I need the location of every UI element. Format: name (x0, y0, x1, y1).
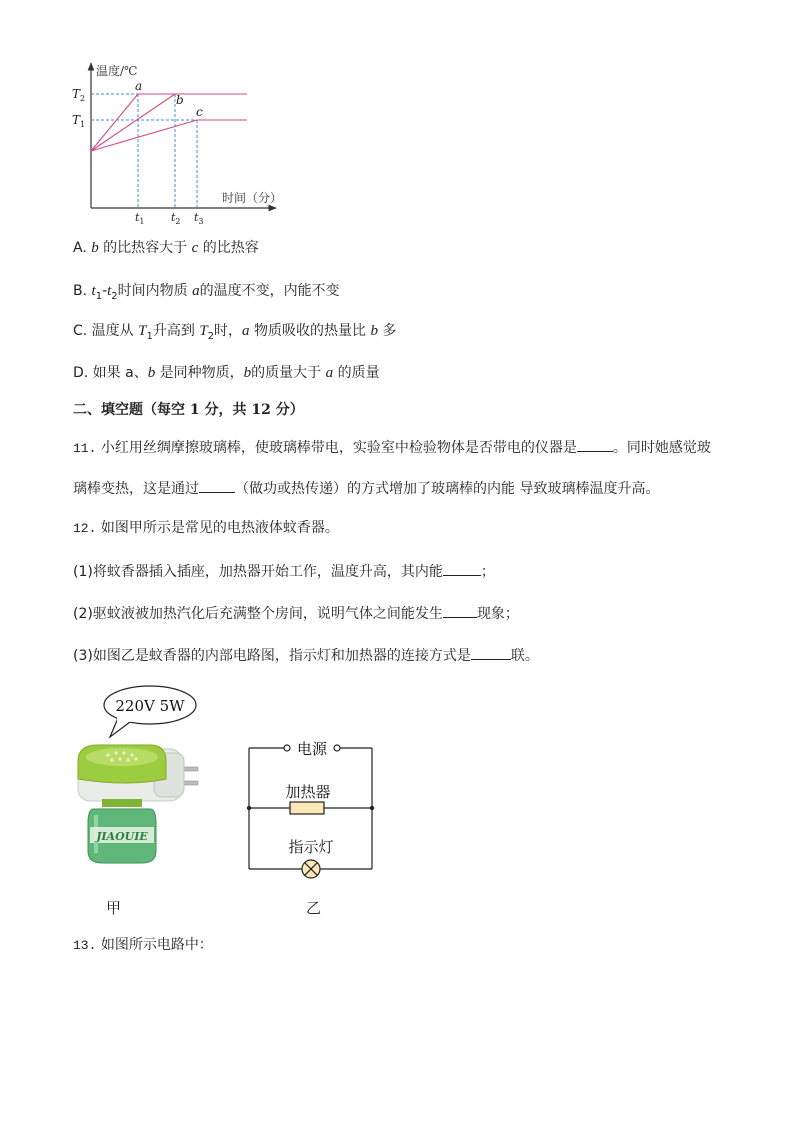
option-b: B. $t_1-t_2$时间内物质 a的温度不变，内能不变 (73, 283, 340, 302)
question-12-stem: 12. 如图甲所示是常见的电热液体蚊香器。 (73, 520, 339, 536)
bubble-rating-text: 220V 5W (115, 697, 185, 715)
section-heading: 二、填空题（每空 1 分，共 12 分） (73, 402, 304, 418)
series-b-label: b (176, 93, 184, 107)
question-12-part-2: (2)驱蚊液被加热汽化后充满整个房间，说明气体之间能发生 现象； (73, 603, 519, 624)
temperature-time-graph (60, 55, 290, 230)
answer-blank[interactable] (577, 437, 613, 452)
answer-blank[interactable] (443, 603, 477, 618)
option-a: A. b 的比热容大于 c 的比热容 (73, 240, 259, 256)
answer-blank[interactable] (199, 478, 235, 493)
question-13-stem: 13. 如图所示电路中： (73, 937, 213, 953)
bottle-brand-text: JIAOUIE (96, 830, 148, 843)
source-terminal-right (334, 745, 340, 751)
answer-blank[interactable] (471, 645, 511, 660)
question-number: 13. (73, 938, 97, 953)
x-tick-t1: $t_1$ (135, 211, 145, 226)
question-11-line-2: 璃棒变热，这是通过 （做功或热传递）的方式增加了玻璃棒的内能 导致玻璃棒温度升高。 (73, 478, 659, 499)
option-c: C. 温度从 $T_1$升高到 $T_2$时，a 物质吸收的热量比 b 多 (73, 323, 397, 342)
heater-resistor (290, 802, 324, 814)
x-tick-t2: $t_2$ (171, 211, 181, 226)
figure-jia-caption: 甲 (106, 899, 122, 917)
question-11-line-1: 11. 小红用丝绸摩擦玻璃棒，使玻璃棒带电，实验室中检验物体是否带电的仪器是 。同时她感觉玻 (73, 437, 711, 459)
figure-yi-caption: 乙 (306, 899, 322, 917)
lamp-label: 指示灯 (288, 838, 334, 856)
series-a-label: a (135, 79, 143, 93)
y-axis-label: 温度/℃ (96, 64, 138, 78)
question-12-part-3: (3)如图乙是蚊香器的内部电路图，指示灯和加热器的连接方式是 联。 (73, 645, 539, 666)
series-a-line (91, 94, 247, 151)
source-label: 电源 (296, 740, 328, 758)
option-d: D. 如果 a、b 是同种物质，b的质量大于 a 的质量 (73, 365, 380, 381)
answer-blank[interactable] (443, 561, 481, 576)
question-12-part-1: (1)将蚊香器插入插座，加热器开始工作，温度升高，其内能 ； (73, 561, 495, 582)
series-c-label: c (196, 105, 203, 119)
mosquito-repeller-figure (68, 683, 218, 868)
series-b-line (91, 94, 175, 151)
x-tick-t3: $t_3$ (194, 211, 204, 226)
question-number: 11. (73, 441, 97, 456)
question-number: 12. (73, 521, 97, 536)
y-tick-t1: $T_1$ (72, 113, 86, 129)
y-tick-t2: $T_2$ (72, 87, 86, 103)
circuit-diagram (240, 735, 385, 885)
source-terminal-left (284, 745, 290, 751)
heater-label: 加热器 (285, 783, 331, 801)
x-axis-label: 时间（分） (222, 191, 283, 205)
